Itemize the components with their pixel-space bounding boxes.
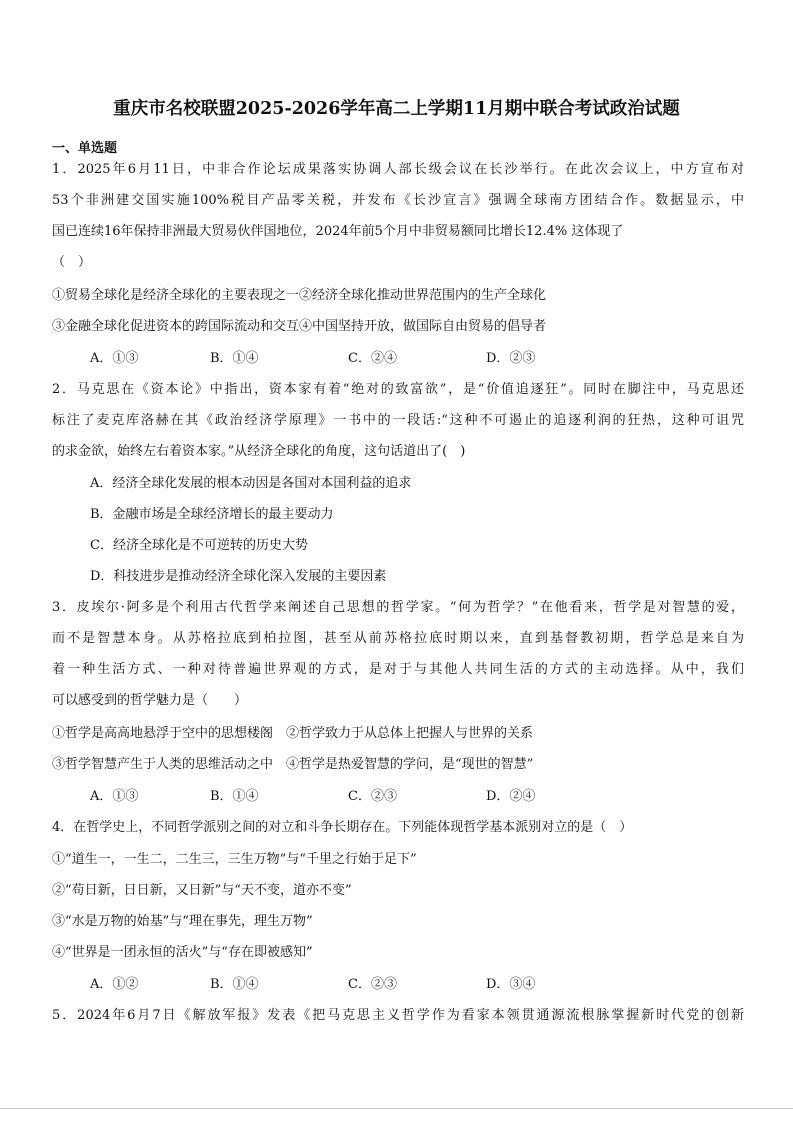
q4-option-a[interactable]: A．①② [90,977,139,992]
q4-option-b[interactable]: B．①④ [210,977,259,992]
q3-option-a[interactable]: A．①③ [90,789,139,804]
q2-option-b[interactable]: B．金融市场是全球经济增长的最主要动力 [90,507,334,522]
q2-stem-line-3: 的求金欲，始终左右着资本家。”从经济全球化的角度，这句话道出了( ) [52,444,466,459]
q1-option-a[interactable]: A．①③ [90,351,139,366]
q1-stem-line-2: 53个非洲建交国实施100%税目产品零关税，并发布《长沙宣言》强调全球南方团结合作。数据显示，中 [52,193,744,208]
section-heading: 一、单选题 [52,141,118,156]
q2-option-a[interactable]: A．经济全球化发展的根本动因是各国对本国利益的追求 [90,476,412,491]
q5-stem-line-1: 5．2024年6月7日《解放军报》发表《把马克思主义哲学作为看家本领贯通源流根脉掌握新时代党的创新 [52,1008,744,1023]
q1-option-b[interactable]: B．①④ [210,351,259,366]
q4-stem-line-1: 4．在哲学史上，不同哲学派别之间的对立和斗争长期存在。下列能体现哲学基本派别对立的是（ ） [52,820,633,835]
q3-option-b[interactable]: B．①④ [210,789,259,804]
q4-option-c[interactable]: C．②③ [348,977,397,992]
q4-statement-2: ②“苟日新，日日新，又日新”与“天不变，道亦不变” [52,883,352,898]
q3-stem-line-2: 而不是智慧本身。从苏格拉底到柏拉图，甚至从前苏格拉底时期以来，直到基督教初期，哲学总是来自为 [52,631,744,646]
q1-answer-bracket: （ ） [52,255,92,270]
q4-option-d[interactable]: D．③④ [486,977,536,992]
q4-statement-3: ③“水是万物的始基”与“理在事先，理生万物” [52,914,313,929]
q1-stem-line-3: 国已连续16年保持非洲最大贸易伙伴国地位，2024年前5个月中非贸易额同比增长12.4% 这体现了 [52,224,624,239]
q3-option-d[interactable]: D．②④ [486,789,536,804]
q3-statement-1: ①哲学是高高地悬浮于空中的思想楼阁 ②哲学致力于从总体上把握人与世界的关系 [52,726,534,741]
q2-option-c[interactable]: C．经济全球化是不可逆转的历史大势 [90,538,308,553]
q1-stem-line-1: 1．2025年6月11日，中非合作论坛成果落实协调人部长级会议在长沙举行。在此次会议上，中方宣布对 [52,162,744,177]
page-bottom-rule [0,1108,793,1109]
q3-stem-line-1: 3．皮埃尔·阿多是个利用古代哲学来阐述自己思想的哲学家。“何为哲学？”在他看来，哲学是对智慧的爱， [52,600,744,615]
q3-statement-2: ③哲学智慧产生于人类的思维活动之中 ④哲学是热爱智慧的学问，是“现世的智慧” [52,757,534,772]
q3-stem-line-4: 可以感受到的哲学魅力是（ ） [52,693,248,708]
page-title: 重庆市名校联盟2025-2026学年高二上学期11月期中联合考试政治试题 [113,99,680,119]
q1-option-c[interactable]: C．②④ [348,351,397,366]
q2-option-d[interactable]: D．科技进步是推动经济全球化深入发展的主要因素 [90,569,387,584]
q4-statement-1: ①“道生一，一生二，二生三，三生万物”与“千里之行始于足下” [52,852,417,867]
q4-statement-4: ④“世界是一团永恒的活火”与“存在即被感知” [52,945,313,960]
q2-stem-line-2: 标注了麦克库洛赫在其《政治经济学原理》一书中的一段话:“这种不可遏止的追逐利润的狂热，这种可诅咒 [52,413,744,428]
q3-option-c[interactable]: C．②③ [348,789,397,804]
q1-statement-1: ①贸易全球化是经济全球化的主要表现之一②经济全球化推动世界范围内的生产全球化 [52,288,547,303]
q2-stem-line-1: 2．马克思在《资本论》中指出，资本家有着“绝对的致富欲”，是“价值追逐狂”。同时在脚注中，马克思还 [52,382,744,397]
q3-stem-line-3: 着一种生活方式、一种对待普遍世界观的方式，是对于与其他人共同生活的方式的主动选择。从中，我们 [52,662,744,677]
q1-option-d[interactable]: D．②③ [486,351,536,366]
q1-statement-2: ③金融全球化促进资本的跨国际流动和交互④中国坚持开放，做国际自由贸易的倡导者 [52,319,547,334]
